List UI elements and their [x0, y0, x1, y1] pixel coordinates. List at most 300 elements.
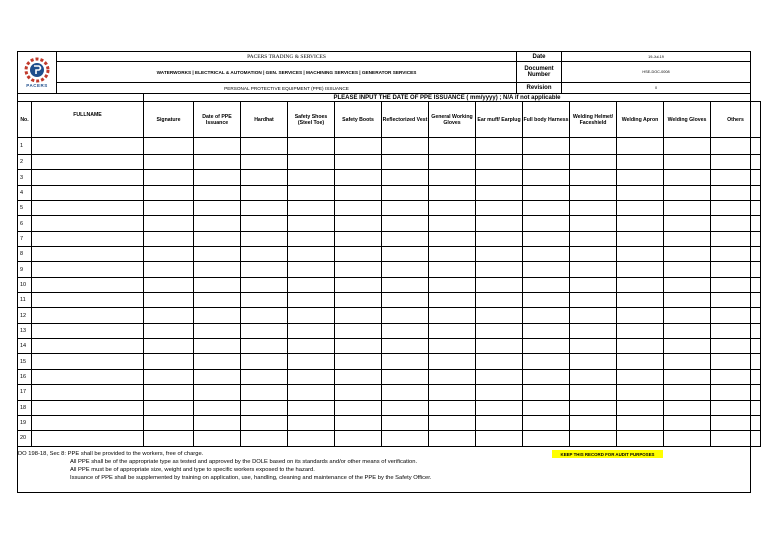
entry-cell[interactable] [194, 185, 241, 200]
entry-cell[interactable] [617, 308, 664, 323]
entry-cell[interactable] [194, 262, 241, 277]
entry-cell[interactable] [664, 216, 711, 231]
entry-cell[interactable] [664, 138, 711, 155]
entry-cell[interactable] [711, 431, 761, 446]
entry-cell[interactable] [241, 293, 288, 308]
entry-cell[interactable] [523, 415, 570, 430]
entry-cell[interactable] [617, 216, 664, 231]
entry-cell[interactable] [429, 431, 476, 446]
entry-cell[interactable] [429, 354, 476, 369]
entry-cell[interactable] [711, 262, 761, 277]
entry-cell[interactable] [194, 231, 241, 246]
entry-cell[interactable] [429, 262, 476, 277]
entry-cell[interactable] [288, 431, 335, 446]
entry-cell[interactable] [429, 185, 476, 200]
entry-cell[interactable] [617, 170, 664, 185]
entry-cell[interactable] [241, 138, 288, 155]
entry-cell[interactable] [335, 231, 382, 246]
row-number: 18 [18, 400, 32, 415]
entry-cell[interactable] [288, 323, 335, 338]
entry-cell[interactable] [194, 216, 241, 231]
entry-cell[interactable] [194, 170, 241, 185]
entry-cell[interactable] [335, 277, 382, 292]
entry-cell[interactable] [144, 277, 194, 292]
entry-cell[interactable] [335, 323, 382, 338]
entry-cell[interactable] [241, 323, 288, 338]
row-number: 8 [18, 247, 32, 262]
entry-cell[interactable] [335, 293, 382, 308]
entry-cell[interactable] [664, 247, 711, 262]
logo-text: PACERS [26, 83, 48, 88]
entry-cell[interactable] [429, 247, 476, 262]
entry-cell[interactable] [194, 308, 241, 323]
entry-cell[interactable] [476, 385, 523, 400]
column-header: No. [18, 102, 32, 138]
entry-cell[interactable] [711, 323, 761, 338]
entry-cell[interactable] [617, 431, 664, 446]
entry-cell[interactable] [476, 339, 523, 354]
entry-cell[interactable] [523, 262, 570, 277]
entry-cell[interactable] [476, 277, 523, 292]
entry-cell[interactable] [523, 231, 570, 246]
entry-cell[interactable] [711, 247, 761, 262]
entry-cell[interactable] [288, 262, 335, 277]
entry-cell[interactable] [288, 369, 335, 384]
table-row [18, 323, 761, 338]
entry-cell[interactable] [570, 385, 617, 400]
entry-cell[interactable] [241, 308, 288, 323]
entry-cell[interactable] [711, 201, 761, 216]
entry-cell[interactable] [288, 293, 335, 308]
entry-cell[interactable] [32, 231, 144, 246]
entry-cell[interactable] [288, 170, 335, 185]
entry-cell[interactable] [429, 216, 476, 231]
entry-cell[interactable] [523, 369, 570, 384]
entry-cell[interactable] [288, 277, 335, 292]
entry-cell[interactable] [382, 185, 429, 200]
entry-cell[interactable] [711, 170, 761, 185]
entry-cell[interactable] [144, 415, 194, 430]
entry-cell[interactable] [241, 247, 288, 262]
column-header: Others [711, 102, 761, 138]
entry-cell[interactable] [241, 385, 288, 400]
entry-cell[interactable] [429, 277, 476, 292]
entry-cell[interactable] [335, 262, 382, 277]
entry-cell[interactable] [664, 201, 711, 216]
entry-cell[interactable] [32, 155, 144, 170]
entry-cell[interactable] [476, 354, 523, 369]
entry-cell[interactable] [429, 323, 476, 338]
entry-cell[interactable] [617, 293, 664, 308]
entry-cell[interactable] [32, 354, 144, 369]
entry-cell[interactable] [144, 323, 194, 338]
doc-number-label: Document Number [516, 61, 562, 83]
entry-cell[interactable] [194, 155, 241, 170]
entry-cell[interactable] [241, 201, 288, 216]
entry-cell[interactable] [335, 400, 382, 415]
entry-cell[interactable] [711, 293, 761, 308]
entry-cell[interactable] [382, 138, 429, 155]
entry-cell[interactable] [711, 339, 761, 354]
entry-cell[interactable] [194, 138, 241, 155]
entry-cell[interactable] [335, 155, 382, 170]
entry-cell[interactable] [617, 138, 664, 155]
entry-cell[interactable] [429, 385, 476, 400]
entry-cell[interactable] [617, 185, 664, 200]
entry-cell[interactable] [570, 247, 617, 262]
entry-cell[interactable] [570, 231, 617, 246]
entry-cell[interactable] [570, 138, 617, 155]
entry-cell[interactable] [664, 415, 711, 430]
entry-cell[interactable] [570, 216, 617, 231]
entry-cell[interactable] [711, 354, 761, 369]
entry-cell[interactable] [32, 415, 144, 430]
entry-cell[interactable] [523, 400, 570, 415]
entry-cell[interactable] [523, 385, 570, 400]
entry-cell[interactable] [570, 431, 617, 446]
entry-cell[interactable] [144, 170, 194, 185]
entry-cell[interactable] [570, 415, 617, 430]
entry-cell[interactable] [382, 431, 429, 446]
entry-cell[interactable] [335, 354, 382, 369]
entry-cell[interactable] [241, 262, 288, 277]
entry-cell[interactable] [711, 415, 761, 430]
entry-cell[interactable] [32, 201, 144, 216]
entry-cell[interactable] [664, 231, 711, 246]
entry-cell[interactable] [476, 138, 523, 155]
row-number: 2 [18, 155, 32, 170]
entry-cell[interactable] [617, 339, 664, 354]
entry-cell[interactable] [476, 247, 523, 262]
entry-cell[interactable] [476, 216, 523, 231]
revision-value: 0 [561, 82, 751, 94]
entry-cell[interactable] [523, 323, 570, 338]
entry-cell[interactable] [382, 400, 429, 415]
entry-cell[interactable] [241, 277, 288, 292]
entry-cell[interactable] [144, 201, 194, 216]
entry-cell[interactable] [32, 308, 144, 323]
entry-cell[interactable] [194, 354, 241, 369]
entry-cell[interactable] [32, 262, 144, 277]
entry-cell[interactable] [617, 354, 664, 369]
entry-cell[interactable] [144, 185, 194, 200]
form-title: PERSONAL PROTECTIVE EQUIPMENT (PPE) ISSUANCE [56, 82, 517, 94]
entry-cell[interactable] [144, 155, 194, 170]
entry-cell[interactable] [288, 385, 335, 400]
entry-cell[interactable] [664, 308, 711, 323]
entry-cell[interactable] [194, 293, 241, 308]
entry-cell[interactable] [382, 385, 429, 400]
company-logo [24, 57, 50, 83]
entry-cell[interactable] [570, 339, 617, 354]
entry-cell[interactable] [476, 431, 523, 446]
entry-cell[interactable] [335, 216, 382, 231]
entry-cell[interactable] [570, 323, 617, 338]
entry-cell[interactable] [711, 369, 761, 384]
entry-cell[interactable] [476, 323, 523, 338]
entry-cell[interactable] [144, 216, 194, 231]
entry-cell[interactable] [382, 415, 429, 430]
entry-cell[interactable] [194, 431, 241, 446]
entry-cell[interactable] [335, 431, 382, 446]
entry-cell[interactable] [194, 201, 241, 216]
entry-cell[interactable] [382, 155, 429, 170]
entry-cell[interactable] [144, 385, 194, 400]
entry-cell[interactable] [711, 385, 761, 400]
entry-cell[interactable] [523, 339, 570, 354]
entry-cell[interactable] [241, 170, 288, 185]
entry-cell[interactable] [382, 308, 429, 323]
entry-cell[interactable] [241, 231, 288, 246]
entry-cell[interactable] [32, 431, 144, 446]
entry-cell[interactable] [382, 216, 429, 231]
entry-cell[interactable] [523, 431, 570, 446]
entry-cell[interactable] [144, 262, 194, 277]
entry-cell[interactable] [288, 155, 335, 170]
entry-cell[interactable] [429, 293, 476, 308]
entry-cell[interactable] [194, 369, 241, 384]
entry-cell[interactable] [570, 185, 617, 200]
entry-cell[interactable] [32, 385, 144, 400]
entry-cell[interactable] [523, 201, 570, 216]
table-row [18, 385, 761, 400]
entry-cell[interactable] [429, 400, 476, 415]
entry-cell[interactable] [144, 339, 194, 354]
entry-cell[interactable] [570, 354, 617, 369]
entry-cell[interactable] [194, 385, 241, 400]
entry-cell[interactable] [32, 216, 144, 231]
entry-cell[interactable] [335, 247, 382, 262]
entry-cell[interactable] [476, 400, 523, 415]
entry-cell[interactable] [664, 431, 711, 446]
entry-cell[interactable] [382, 369, 429, 384]
entry-cell[interactable] [32, 400, 144, 415]
table-row [18, 354, 761, 369]
entry-cell[interactable] [664, 293, 711, 308]
entry-cell[interactable] [288, 354, 335, 369]
entry-cell[interactable] [32, 277, 144, 292]
entry-cell[interactable] [523, 308, 570, 323]
entry-cell[interactable] [144, 354, 194, 369]
entry-cell[interactable] [570, 201, 617, 216]
entry-cell[interactable] [664, 369, 711, 384]
column-header: Full body Harness [523, 102, 570, 138]
entry-cell[interactable] [476, 231, 523, 246]
entry-cell[interactable] [32, 369, 144, 384]
entry-cell[interactable] [382, 354, 429, 369]
entry-cell[interactable] [241, 339, 288, 354]
entry-cell[interactable] [523, 170, 570, 185]
entry-cell[interactable] [570, 369, 617, 384]
entry-cell[interactable] [570, 277, 617, 292]
entry-cell[interactable] [241, 185, 288, 200]
entry-cell[interactable] [144, 400, 194, 415]
entry-cell[interactable] [32, 339, 144, 354]
entry-cell[interactable] [429, 201, 476, 216]
entry-cell[interactable] [664, 385, 711, 400]
entry-cell[interactable] [32, 323, 144, 338]
entry-cell[interactable] [711, 277, 761, 292]
entry-cell[interactable] [335, 369, 382, 384]
entry-cell[interactable] [382, 170, 429, 185]
entry-cell[interactable] [476, 369, 523, 384]
entry-cell[interactable] [335, 138, 382, 155]
entry-cell[interactable] [523, 354, 570, 369]
entry-cell[interactable] [144, 138, 194, 155]
entry-cell[interactable] [523, 155, 570, 170]
entry-cell[interactable] [617, 415, 664, 430]
entry-cell[interactable] [382, 339, 429, 354]
row-number: 6 [18, 216, 32, 231]
entry-cell[interactable] [429, 170, 476, 185]
entry-cell[interactable] [288, 339, 335, 354]
entry-cell[interactable] [288, 201, 335, 216]
entry-cell[interactable] [32, 247, 144, 262]
entry-cell[interactable] [617, 155, 664, 170]
entry-cell[interactable] [194, 277, 241, 292]
entry-cell[interactable] [288, 185, 335, 200]
entry-cell[interactable] [617, 400, 664, 415]
row-number: 17 [18, 385, 32, 400]
entry-cell[interactable] [429, 138, 476, 155]
entry-cell[interactable] [144, 247, 194, 262]
entry-cell[interactable] [570, 308, 617, 323]
entry-cell[interactable] [476, 293, 523, 308]
table-row [18, 262, 761, 277]
entry-cell[interactable] [32, 185, 144, 200]
entry-cell[interactable] [711, 185, 761, 200]
entry-cell[interactable] [617, 262, 664, 277]
entry-cell[interactable] [664, 354, 711, 369]
entry-cell[interactable] [382, 231, 429, 246]
entry-cell[interactable] [617, 231, 664, 246]
entry-cell[interactable] [335, 385, 382, 400]
entry-cell[interactable] [570, 293, 617, 308]
entry-cell[interactable] [429, 231, 476, 246]
entry-cell[interactable] [711, 155, 761, 170]
entry-cell[interactable] [144, 431, 194, 446]
entry-cell[interactable] [711, 308, 761, 323]
entry-cell[interactable] [241, 415, 288, 430]
entry-cell[interactable] [335, 308, 382, 323]
entry-cell[interactable] [144, 369, 194, 384]
entry-cell[interactable] [382, 277, 429, 292]
entry-cell[interactable] [335, 415, 382, 430]
entry-cell[interactable] [382, 323, 429, 338]
entry-cell[interactable] [664, 262, 711, 277]
entry-cell[interactable] [194, 400, 241, 415]
entry-cell[interactable] [32, 138, 144, 155]
entry-cell[interactable] [476, 308, 523, 323]
entry-cell[interactable] [288, 415, 335, 430]
entry-cell[interactable] [664, 400, 711, 415]
entry-cell[interactable] [476, 262, 523, 277]
entry-cell[interactable] [617, 201, 664, 216]
entry-cell[interactable] [382, 247, 429, 262]
entry-cell[interactable] [570, 155, 617, 170]
entry-cell[interactable] [382, 262, 429, 277]
entry-cell[interactable] [664, 339, 711, 354]
entry-cell[interactable] [429, 339, 476, 354]
entry-cell[interactable] [664, 323, 711, 338]
entry-cell[interactable] [617, 323, 664, 338]
entry-cell[interactable] [241, 155, 288, 170]
entry-cell[interactable] [241, 354, 288, 369]
entry-cell[interactable] [288, 216, 335, 231]
entry-cell[interactable] [570, 262, 617, 277]
entry-cell[interactable] [194, 323, 241, 338]
entry-cell[interactable] [664, 155, 711, 170]
entry-cell[interactable] [194, 247, 241, 262]
entry-cell[interactable] [711, 231, 761, 246]
entry-cell[interactable] [144, 231, 194, 246]
entry-cell[interactable] [194, 415, 241, 430]
entry-cell[interactable] [523, 216, 570, 231]
entry-cell[interactable] [32, 170, 144, 185]
entry-cell[interactable] [32, 293, 144, 308]
entry-cell[interactable] [664, 277, 711, 292]
entry-cell[interactable] [664, 170, 711, 185]
entry-cell[interactable] [241, 369, 288, 384]
entry-cell[interactable] [617, 385, 664, 400]
row-number: 1 [18, 138, 32, 155]
entry-cell[interactable] [335, 339, 382, 354]
entry-cell[interactable] [476, 155, 523, 170]
entry-cell[interactable] [476, 170, 523, 185]
entry-cell[interactable] [429, 155, 476, 170]
entry-cell[interactable] [288, 247, 335, 262]
entry-cell[interactable] [241, 431, 288, 446]
entry-cell[interactable] [476, 201, 523, 216]
entry-cell[interactable] [288, 308, 335, 323]
entry-cell[interactable] [335, 201, 382, 216]
entry-cell[interactable] [288, 231, 335, 246]
entry-cell[interactable] [617, 247, 664, 262]
column-header: FULLNAME [32, 102, 144, 138]
entry-cell[interactable] [523, 277, 570, 292]
entry-cell[interactable] [382, 201, 429, 216]
entry-cell[interactable] [617, 369, 664, 384]
entry-cell[interactable] [429, 415, 476, 430]
entry-cell[interactable] [144, 293, 194, 308]
entry-cell[interactable] [617, 277, 664, 292]
entry-cell[interactable] [523, 185, 570, 200]
entry-cell[interactable] [429, 308, 476, 323]
entry-cell[interactable] [476, 185, 523, 200]
entry-cell[interactable] [523, 247, 570, 262]
entry-cell[interactable] [523, 138, 570, 155]
entry-cell[interactable] [476, 415, 523, 430]
entry-cell[interactable] [711, 138, 761, 155]
entry-cell[interactable] [664, 185, 711, 200]
entry-cell[interactable] [711, 216, 761, 231]
entry-cell[interactable] [711, 400, 761, 415]
column-header: Reflectorized Vest [382, 102, 429, 138]
entry-cell[interactable] [382, 293, 429, 308]
entry-cell[interactable] [570, 400, 617, 415]
entry-cell[interactable] [144, 308, 194, 323]
entry-cell[interactable] [288, 400, 335, 415]
entry-cell[interactable] [241, 400, 288, 415]
entry-cell[interactable] [194, 339, 241, 354]
entry-cell[interactable] [570, 170, 617, 185]
entry-cell[interactable] [241, 216, 288, 231]
entry-cell[interactable] [429, 369, 476, 384]
entry-cell[interactable] [523, 293, 570, 308]
entry-cell[interactable] [288, 138, 335, 155]
entry-cell[interactable] [335, 170, 382, 185]
entry-cell[interactable] [335, 185, 382, 200]
